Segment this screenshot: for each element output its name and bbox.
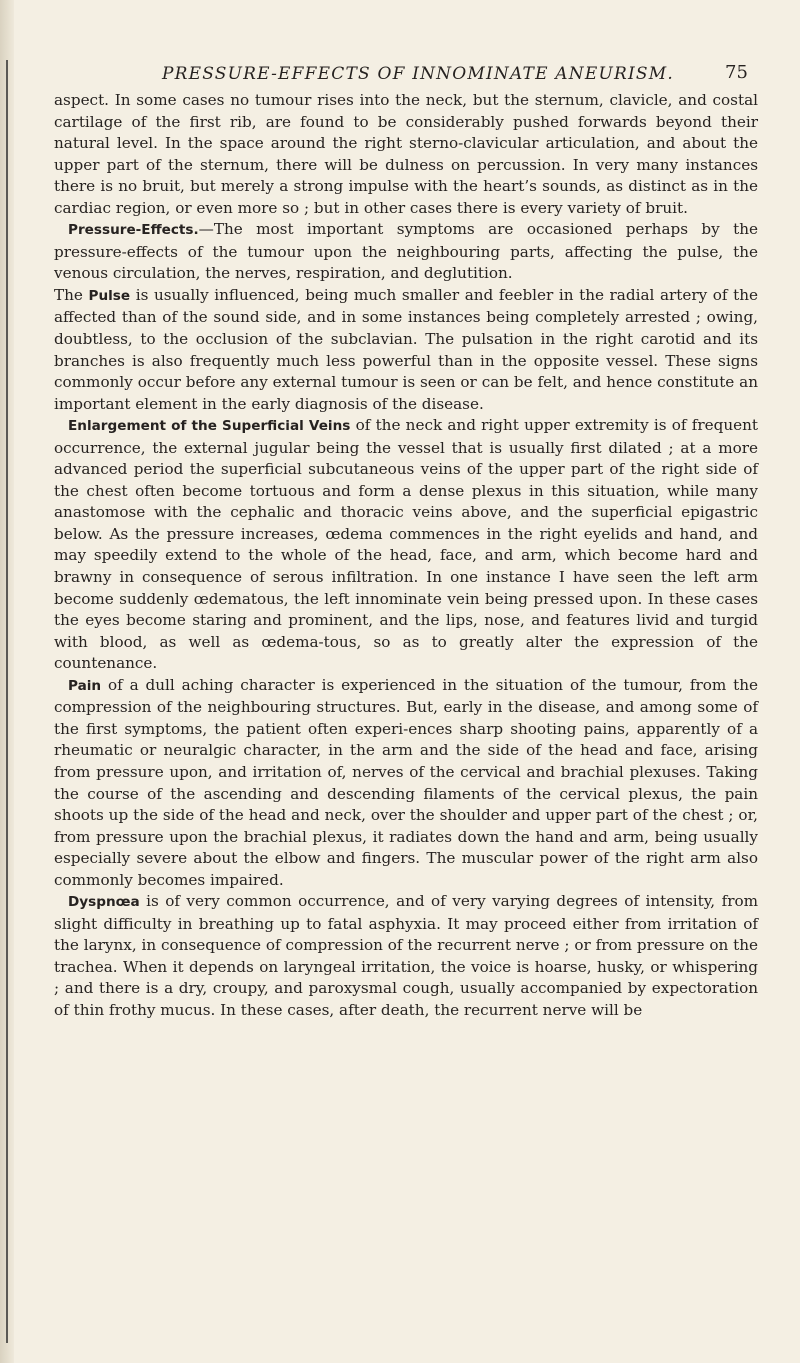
running-title: PRESSURE-EFFECTS OF INNOMINATE ANEURISM. [162, 64, 674, 84]
paragraph-3 [54, 285, 758, 415]
section-heading: Pain [68, 677, 102, 694]
paragraph-2 [54, 219, 758, 285]
paragraph-1 [54, 90, 758, 219]
paragraph-text: aspect. In some cases no tumour rises into the neck, but the sternum, clavicle, and costal cartilage of the first rib, are found to be considerably pushed forwards beyond their natural level. In the space around the right sterno-clavicular articulation, and about the upper part of the sternum, there will be dulness on percussion. In very many instances there is no bruit, but merely a strong impulse with the heart’s sounds, as distinct as in the cardiac region, or even more so ; but in other cases there is every variety of bruit. [54, 91, 758, 217]
paragraph-4 [54, 415, 758, 675]
section-heading: Pressure-Effects. [68, 222, 199, 239]
paragraph-5 [54, 675, 758, 891]
section-heading: Dyspnœa [68, 894, 140, 911]
paragraph-6 [54, 891, 758, 1021]
body-text [54, 90, 758, 1022]
section-heading: Enlargement of the Superficial Veins [68, 418, 351, 435]
page-number: 75 [725, 62, 748, 83]
paragraph-text: of a dull aching character is experienced in the situation of the tumour, from the compression of the neighbouring structures. But, early in the disease, and among some of the first symptoms, the patient often experi-ences sharp shooting pains, apparently of a rheumatic or neuralgic character, in the arm and the side of the head and face, arising from pressure upon, and irritation of, nerves of the cervical and brachial plexuses. Taking the course of the ascending and descending filaments of the cervical plexus, the pain shoots up the side of the head and neck, over the shoulder and upper part of the chest ; or, from pressure upon the brachial plexus, it radiates down the hand and arm, being usually especially severe about the elbow and fingers. The muscular power of the right arm also commonly becomes impaired. [54, 675, 758, 889]
paragraph-text: —The most important symptoms are occasioned perhaps by the pressure-effects of the tumour upon the neighbouring parts, affecting the pulse, the venous circulation, the nerves, respiration, and deglutition. [54, 220, 758, 283]
paragraph-text: of the neck and right upper extremity is of frequent occurrence, the external jugular being the vessel that is usually first dilated ; at a more advanced period the superficial subcutaneous veins of the upper part of the right side of the chest often become tortuous and form a dense plexus in this situation, while many anastomose with the cephalic and thoracic veins above, and the superficial epigastric below. As the pressure increases, œdema commences in the right eyelids and hand, and may speedily extend to the whole of the head, face, and arm, which become hard and brawny in consequence of serous infiltration. In one instance I have seen the left arm become suddenly œdematous, the left innominate vein being pressed upon. In these cases the eyes become staring and prominent, and the lips, nose, and features livid and turgid with blood, as well as œdema-tous, so as to greatly alter the expression of the countenance. [54, 416, 758, 673]
section-heading: Pulse [88, 287, 131, 304]
page-binding-edge [0, 0, 14, 1363]
paragraph-lead: The [54, 285, 89, 304]
paragraph-text: is usually influenced, being much smaller and feebler in the radial artery of the affected than of the sound side, and in some instances being completely arrested ; owing, doubtless, to the occlusion of the subclavian. The pulsation in the right carotid and its branches is also frequently much less powerful than in the opposite vessel. These signs commonly occur before any external tumour is seen or can be felt, and hence constitute an important element in the early diagnosis of the disease. [54, 285, 759, 413]
paragraph-text: is of very common occurrence, and of very varying degrees of intensity, from slight difficulty in breathing up to fatal asphyxia. It may proceed either from irritation of the larynx, in consequence of compression of the recurrent nerve ; or from pressure on the trachea. When it depends on laryngeal irritation, the voice is hoarse, husky, or whispering ; and there is a dry, croupy, and paroxysmal cough, usually accompanied by expectoration of thin frothy mucus. In these cases, after death, the recurrent nerve will be [54, 892, 758, 1019]
